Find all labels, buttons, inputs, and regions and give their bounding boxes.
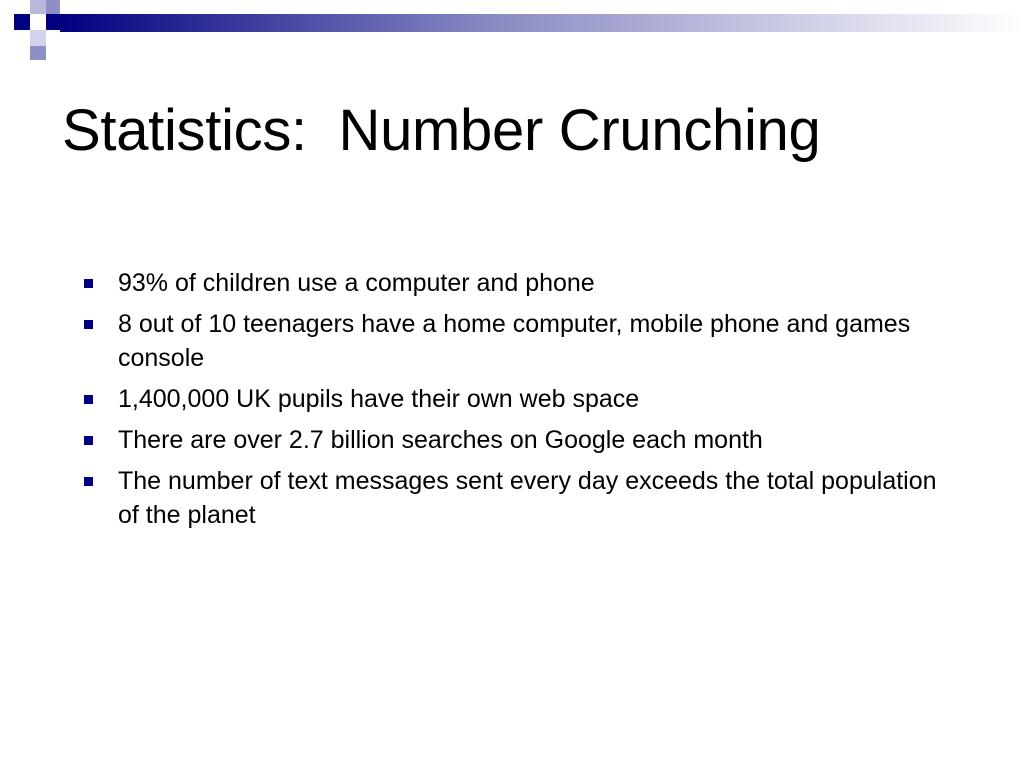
bullet-text: 93% of children use a computer and phone (118, 269, 595, 297)
square-bullet-icon (84, 320, 93, 329)
bullet-item (80, 464, 960, 532)
bullet-text: The number of text messages sent every day exceeds the total population of the planet (118, 467, 937, 529)
bullet-item (80, 382, 960, 416)
bullet-item (80, 423, 960, 457)
header-decoration (0, 0, 1024, 62)
slide-title: Statistics: Number Crunching (62, 98, 821, 163)
header-square (30, 30, 46, 46)
bullet-text: There are over 2.7 billion searches on Google each month (118, 426, 763, 454)
header-decoration-graphic (0, 0, 1024, 62)
header-gradient-band (60, 14, 1024, 32)
bullet-list (80, 266, 960, 539)
header-square (30, 46, 46, 60)
header-square (46, 0, 60, 14)
bullet-text: 1,400,000 UK pupils have their own web space (118, 385, 640, 413)
header-square (30, 0, 46, 14)
square-bullet-icon (84, 436, 93, 445)
square-bullet-icon (84, 279, 93, 288)
bullet-item (80, 307, 960, 375)
square-bullet-icon (84, 395, 93, 404)
bullet-item (80, 266, 960, 300)
header-square (14, 14, 30, 30)
square-bullet-icon (84, 477, 93, 486)
bullet-text: 8 out of 10 teenagers have a home computer, mobile phone and games console (118, 310, 911, 372)
header-square (46, 14, 60, 30)
